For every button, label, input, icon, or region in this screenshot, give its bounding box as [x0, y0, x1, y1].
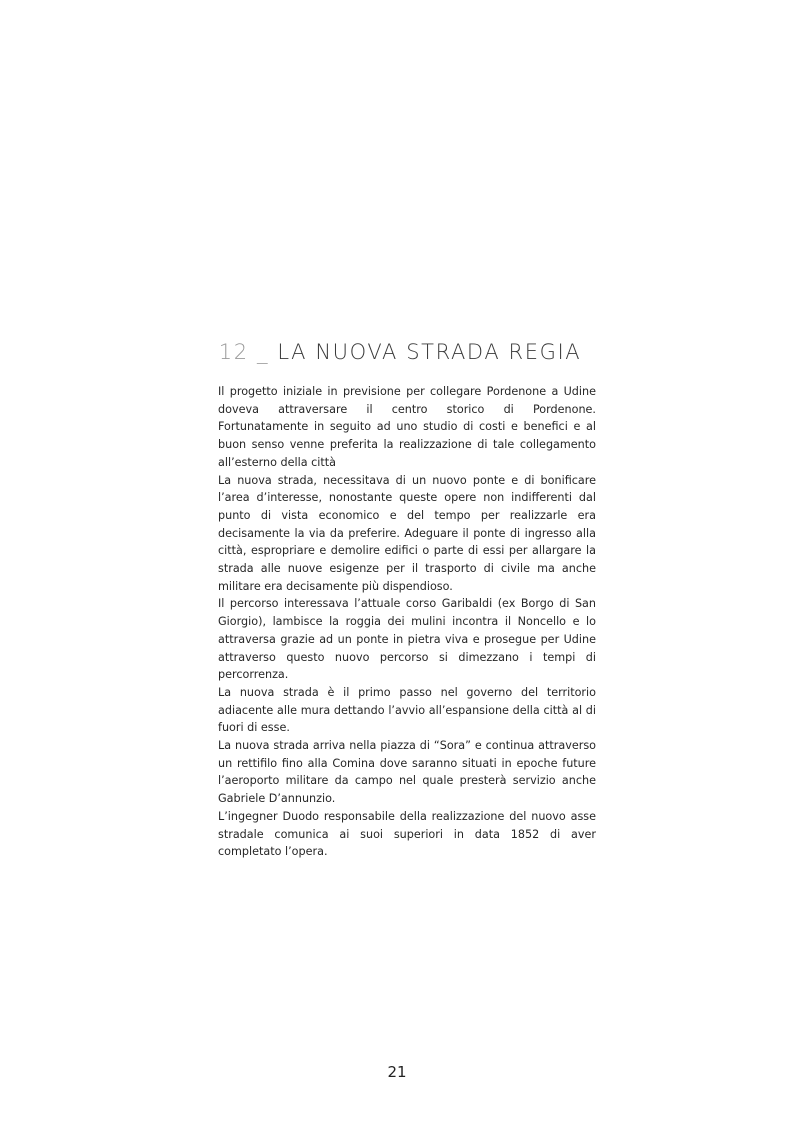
chapter-title: LA NUOVA STRADA REGIA: [277, 340, 582, 364]
paragraph-3: Il percorso interessava l’attuale corso Garibaldi (ex Borgo di San Giorgio), lambisce la roggia dei mulini incontra il Noncello e lo attraversa grazie ad un ponte in pietra viva e prosegue per Udine attraverso questo nuovo percorso si dimezzano i tempi di percorrenza.: [218, 597, 596, 682]
chapter-number: 12: [218, 340, 249, 364]
body-text: [218, 383, 596, 861]
paragraph-1: Il progetto iniziale in previsione per collegare Pordenone a Udine doveva attraversare il centro storico di Pordenone. Fortunatamente in seguito ad uno studio di costi e benefici e al buon senso venne preferita la realizzazione di tale collegamento all’esterno della città: [218, 385, 596, 469]
chapter-heading: [200, 340, 600, 364]
paragraph-2: La nuova strada, necessitava di un nuovo ponte e di bonificare l’area d’interesse, nonostante queste opere non indifferenti dal punto di vista economico e del tempo per realizzarle era decisamente la via da preferire. Adeguare il ponte di ingresso alla città, espropriare e demolire edifici o parte di essi per allargare la strada alle nuove esigenze per il trasporto di civile ma anche militare era decisamente più dispendioso.: [218, 473, 596, 593]
paragraph-4: La nuova strada è il primo passo nel governo del territorio adiacente alle mura dettando l’avvio all’espansione della città al di fuori di esse.: [218, 685, 596, 735]
paragraph-6: L’ingegner Duodo responsabile della realizzazione del nuovo asse stradale comunica ai suoi superiori in data 1852 di aver completato l’opera.: [218, 809, 596, 859]
chapter-separator: _: [256, 340, 270, 364]
page-number: 21: [387, 1063, 407, 1081]
paragraph-5: La nuova strada arriva nella piazza di “Sora” e continua attraverso un rettifilo fino alla Comina dove saranno situati in epoche future l’aeroporto militare da campo nel quale presterà servizio anche Gabriele D’annunzio.: [218, 739, 596, 806]
